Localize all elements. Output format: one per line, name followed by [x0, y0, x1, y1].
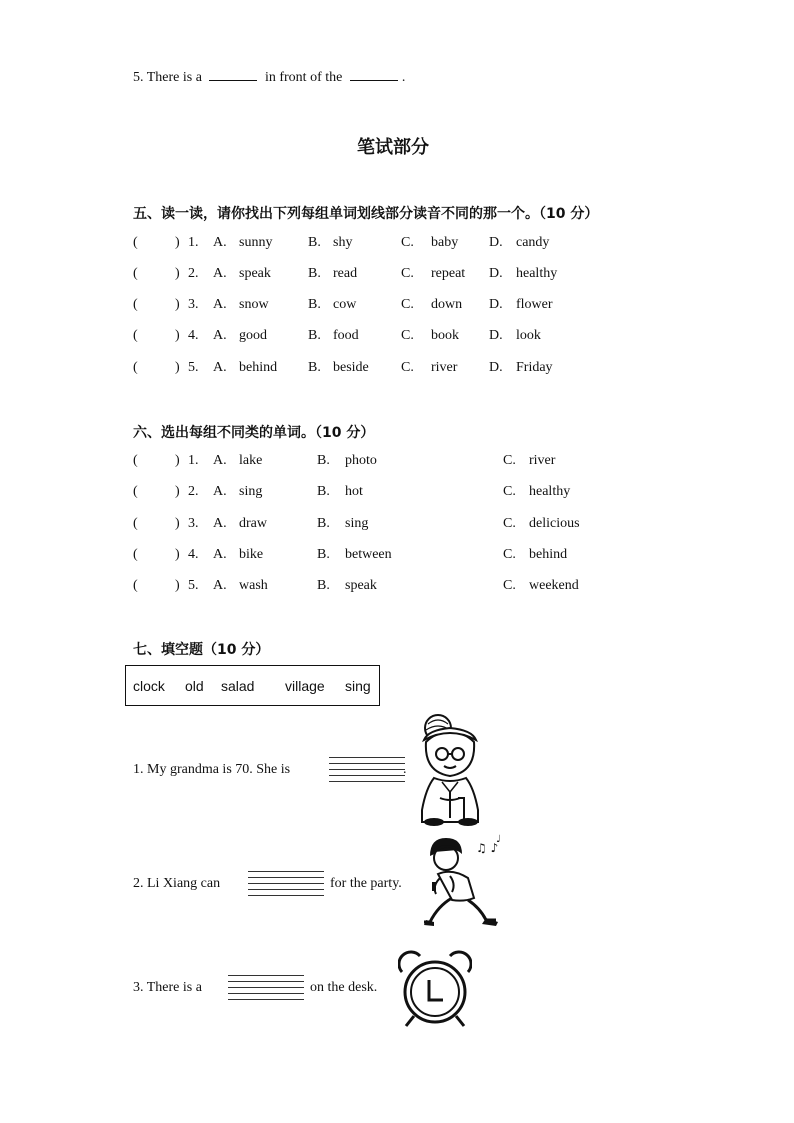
- option-label: C.: [503, 453, 516, 468]
- option-label: 4.: [188, 328, 199, 343]
- svg-text:♩: ♩: [496, 834, 501, 845]
- option-label: 4.: [188, 547, 199, 562]
- answer-paren[interactable]: ): [175, 578, 180, 593]
- option-label: C.: [503, 484, 516, 499]
- option-word: weekend: [529, 578, 579, 593]
- option-label: D.: [489, 360, 503, 375]
- option-label: A.: [213, 578, 227, 593]
- option-word: food: [333, 328, 359, 343]
- option-word: river: [529, 453, 556, 468]
- option-word: sing: [239, 484, 263, 499]
- option-word: down: [431, 297, 463, 312]
- option-label: D.: [489, 266, 503, 281]
- option-word: candy: [516, 235, 550, 250]
- option-label: B.: [317, 547, 330, 562]
- answer-paren[interactable]: (: [133, 547, 138, 562]
- answer-paren[interactable]: ): [175, 328, 180, 343]
- answer-paren[interactable]: (: [133, 453, 138, 468]
- option-label: B.: [308, 360, 321, 375]
- option-label: 1.: [188, 453, 199, 468]
- option-label: D.: [489, 235, 503, 250]
- option-label: 3.: [188, 297, 199, 312]
- writing-lines-3[interactable]: [228, 970, 304, 1000]
- option-word: between: [345, 547, 392, 562]
- answer-paren[interactable]: ): [175, 297, 180, 312]
- option-label: A.: [213, 516, 227, 531]
- option-word: delicious: [529, 516, 580, 531]
- option-label: C.: [503, 547, 516, 562]
- section-5-heading: 五、读一读，请你找出下列每组单词划线部分读音不同的那一个。（10 分）: [133, 206, 599, 222]
- option-label: B.: [317, 516, 330, 531]
- option-word: good: [239, 328, 267, 343]
- sec6-question-row: [133, 516, 693, 536]
- option-label: A.: [213, 360, 227, 375]
- fill-question-3: 3. There is a: [133, 980, 202, 995]
- fill-question-2: 2. Li Xiang can: [133, 876, 221, 891]
- option-word: river: [431, 360, 458, 375]
- option-word: behind: [529, 547, 568, 562]
- fill-question-3-end: on the desk.: [310, 980, 378, 995]
- answer-paren[interactable]: ): [175, 484, 180, 499]
- answer-paren[interactable]: (: [133, 360, 138, 375]
- option-word: sing: [345, 516, 369, 531]
- section-7-heading: 七、填空题（10 分）: [133, 642, 270, 658]
- option-label: A.: [213, 484, 227, 499]
- answer-paren[interactable]: ): [175, 360, 180, 375]
- option-label: B.: [308, 235, 321, 250]
- svg-text:♫ ♪: ♫ ♪: [476, 841, 499, 855]
- option-word: snow: [239, 297, 269, 312]
- option-label: B.: [317, 484, 330, 499]
- answer-paren[interactable]: ): [175, 547, 180, 562]
- alarm-clock-illustration: [398, 950, 472, 1030]
- option-word: book: [431, 328, 459, 343]
- option-label: A.: [213, 235, 227, 250]
- word-bank-item: clock: [133, 678, 165, 694]
- option-word: speak: [239, 266, 271, 281]
- option-label: C.: [401, 297, 414, 312]
- option-label: B.: [308, 266, 321, 281]
- option-label: D.: [489, 328, 503, 343]
- answer-paren[interactable]: (: [133, 578, 138, 593]
- question-5-top: 5. There is a in front of the .: [133, 70, 406, 85]
- option-word: speak: [345, 578, 377, 593]
- answer-paren[interactable]: ): [175, 453, 180, 468]
- writing-lines-2[interactable]: [248, 866, 324, 896]
- sec6-question-row: [133, 453, 693, 473]
- sec5-question-row: [133, 360, 693, 380]
- answer-paren[interactable]: (: [133, 328, 138, 343]
- option-word: repeat: [431, 266, 466, 281]
- page-title: 笔试部分: [357, 137, 429, 158]
- option-label: 3.: [188, 516, 199, 531]
- option-word: read: [333, 266, 358, 281]
- sec6-question-row: [133, 484, 693, 504]
- option-label: B.: [317, 453, 330, 468]
- writing-lines-1[interactable]: [329, 752, 405, 782]
- option-label: C.: [401, 328, 414, 343]
- sec6-question-row: [133, 547, 693, 567]
- option-label: B.: [308, 297, 321, 312]
- option-word: Friday: [516, 360, 553, 375]
- option-word: flower: [516, 297, 553, 312]
- option-label: 1.: [188, 235, 199, 250]
- word-bank-item: village: [285, 678, 325, 694]
- option-word: wash: [239, 578, 268, 593]
- sec5-question-row: [133, 328, 693, 348]
- section-6-heading: 六、选出每组不同类的单词。（10 分）: [133, 425, 375, 441]
- word-bank-item: salad: [221, 678, 255, 694]
- answer-paren[interactable]: (: [133, 235, 138, 250]
- option-word: lake: [239, 453, 263, 468]
- option-label: C.: [503, 578, 516, 593]
- option-label: 5.: [188, 360, 199, 375]
- option-word: behind: [239, 360, 278, 375]
- answer-paren[interactable]: ): [175, 516, 180, 531]
- blank-2[interactable]: [350, 68, 398, 81]
- grandma-illustration: [412, 712, 488, 828]
- sec5-question-row: [133, 297, 693, 317]
- answer-paren[interactable]: (: [133, 297, 138, 312]
- option-label: C.: [401, 360, 414, 375]
- option-word: draw: [239, 516, 267, 531]
- singing-boy-illustration: [424, 832, 514, 932]
- option-label: 2.: [188, 484, 199, 499]
- option-label: B.: [308, 328, 321, 343]
- option-label: A.: [213, 297, 227, 312]
- answer-paren[interactable]: ): [175, 235, 180, 250]
- option-label: A.: [213, 453, 227, 468]
- sec6-question-row: [133, 578, 693, 598]
- option-label: C.: [503, 516, 516, 531]
- fill-question-1: 1. My grandma is 70. She is: [133, 762, 291, 777]
- word-bank-item: old: [185, 678, 204, 694]
- option-label: 2.: [188, 266, 199, 281]
- answer-paren[interactable]: (: [133, 484, 138, 499]
- fill-question-1-end: .: [403, 762, 407, 777]
- option-word: photo: [345, 453, 377, 468]
- option-word: sunny: [239, 235, 273, 250]
- option-label: A.: [213, 328, 227, 343]
- option-word: hot: [345, 484, 363, 499]
- fill-question-2-end: for the party.: [330, 876, 402, 891]
- option-word: healthy: [529, 484, 571, 499]
- word-bank-item: sing: [345, 678, 371, 694]
- word-bank: [125, 665, 380, 706]
- option-label: A.: [213, 266, 227, 281]
- option-label: B.: [317, 578, 330, 593]
- option-label: C.: [401, 235, 414, 250]
- option-word: beside: [333, 360, 369, 375]
- option-word: healthy: [516, 266, 558, 281]
- sec5-question-row: [133, 235, 693, 255]
- sec5-question-row: [133, 266, 693, 286]
- option-word: baby: [431, 235, 459, 250]
- option-word: look: [516, 328, 541, 343]
- answer-paren[interactable]: (: [133, 266, 138, 281]
- option-word: bike: [239, 547, 264, 562]
- option-label: A.: [213, 547, 227, 562]
- option-word: cow: [333, 297, 357, 312]
- option-label: 5.: [188, 578, 199, 593]
- blank-1[interactable]: [209, 68, 257, 81]
- option-word: shy: [333, 235, 353, 250]
- option-label: C.: [401, 266, 414, 281]
- option-label: D.: [489, 297, 503, 312]
- answer-paren[interactable]: ): [175, 266, 180, 281]
- answer-paren[interactable]: (: [133, 516, 138, 531]
